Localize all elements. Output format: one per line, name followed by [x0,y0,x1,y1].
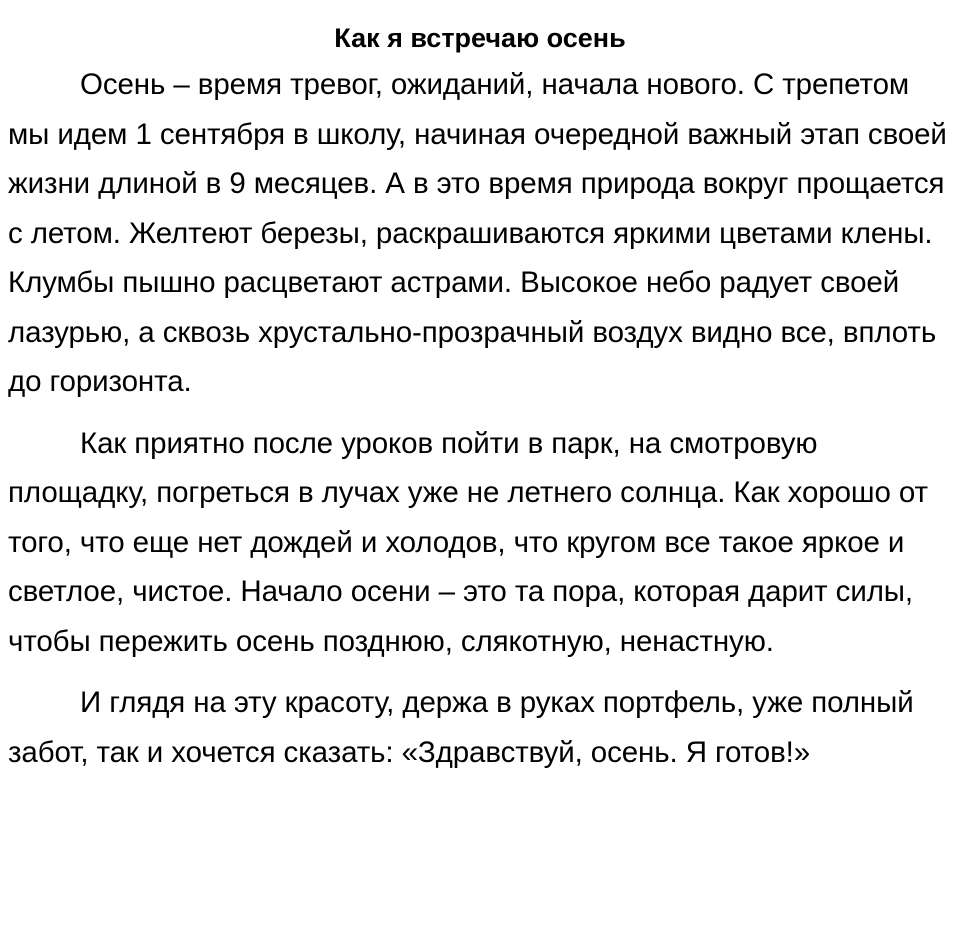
document-title: Как я встречаю осень [334,23,626,53]
paragraph-2: Как приятно после уроков пойти в парк, на смотровую площадку, погреться в лучах уже не летнего солнца. Как хорошо от того, что еще нет дождей и холодов, что кругом все такое яркое и светлое, чистое. Начало осени – это та пора, которая дарит силы, чтобы пережить осень позднюю, слякотную, ненастную. [8,426,928,658]
paragraph-1: Осень – время тревог, ожиданий, начала нового. С трепетом мы идем 1 сентября в школу, начиная очередной важный этап своей жизни длиной в 9 месяцев. А в это время природа вокруг прощается с летом. Желтеют березы, раскрашиваются яркими цветами клены. Клумбы пышно расцветают астрами. Высокое небо радует своей лазурью, а сквозь хрустально-прозрачный воздух видно все, вплоть до горизонта. [8,68,947,398]
paragraph-3: И глядя на эту красоту, держа в руках портфель, уже полный забот, так и хочется сказать: «Здравствуй, осень. Я готов!» [8,686,914,769]
